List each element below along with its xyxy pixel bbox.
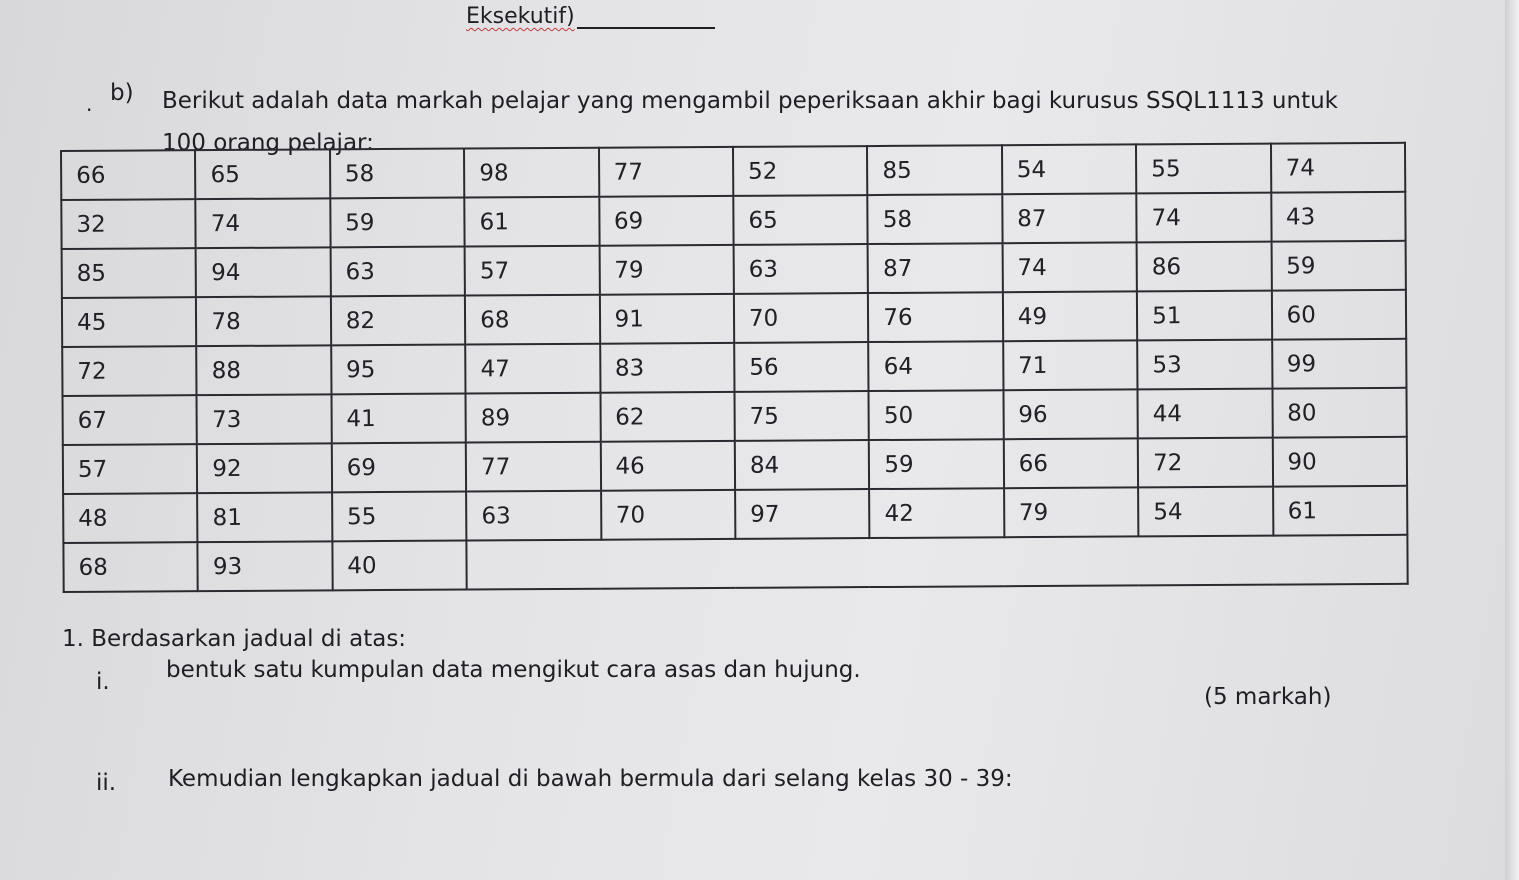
table-cell: 87 [868, 243, 1003, 293]
table-cell: 70 [734, 293, 869, 343]
table-cell: 61 [1273, 486, 1408, 536]
instruction-ii-text: Kemudian lengkapkan jadual di bawah bermula dari selang kelas 30 - 39: [168, 766, 1013, 792]
table-cell: 64 [869, 341, 1004, 391]
table-cell: 93 [198, 541, 333, 591]
table-cell: 94 [196, 247, 331, 297]
table-cell: 56 [734, 342, 869, 392]
table-row [63, 388, 1407, 445]
instruction-ii-number: ii. [96, 770, 117, 796]
table-cell: 49 [1003, 291, 1138, 341]
table-cell: 63 [466, 491, 601, 541]
table-cell: 52 [733, 146, 868, 196]
table-cell: 63 [734, 244, 869, 294]
table-cell: 63 [330, 247, 465, 297]
table-cell: 54 [1002, 144, 1137, 194]
table-cell: 84 [735, 440, 870, 490]
table-cell: 92 [197, 443, 332, 493]
table-cell: 68 [63, 542, 198, 592]
table-cell: 51 [1137, 291, 1272, 341]
table-cell: 48 [63, 493, 198, 543]
table-cell: 70 [601, 490, 736, 540]
table-cell: 57 [465, 246, 600, 296]
question-label: b) [110, 80, 134, 106]
table-row [62, 290, 1406, 347]
table-cell: 42 [869, 488, 1004, 538]
table-cell: 89 [466, 393, 601, 443]
table-cell: 83 [600, 343, 735, 393]
table-cell: 69 [332, 443, 467, 493]
page-heading [466, 4, 715, 29]
marks-table-body [61, 143, 1408, 592]
table-cell: 86 [1137, 242, 1272, 292]
table-cell: 98 [464, 148, 599, 198]
table-cell: 76 [868, 292, 1003, 342]
table-cell: 97 [735, 489, 870, 539]
table-cell: 47 [465, 344, 600, 394]
table-cell: 65 [195, 149, 330, 199]
heading-text: Eksekutif) [466, 4, 575, 29]
table-cell: 54 [1138, 487, 1273, 537]
table-cell: 99 [1272, 339, 1407, 389]
table-cell: 59 [1271, 241, 1406, 291]
table-cell: 32 [61, 199, 196, 249]
table-row [63, 486, 1407, 543]
table-row [62, 339, 1406, 396]
table-cell: 55 [1136, 144, 1271, 194]
table-cell: 45 [62, 297, 197, 347]
table-cell: 40 [332, 541, 467, 591]
table-cell: 72 [1138, 438, 1273, 488]
table-cell: 87 [1002, 193, 1137, 243]
table-cell: 41 [331, 394, 466, 444]
table-cell: 61 [464, 197, 599, 247]
table-cell: 81 [197, 492, 332, 542]
table-cell: 72 [62, 346, 197, 396]
table-cell: 66 [61, 150, 196, 200]
table-cell: 62 [600, 392, 735, 442]
table-cell: 46 [600, 441, 735, 491]
table-cell: 68 [465, 295, 600, 345]
table-cell: 74 [1270, 143, 1405, 193]
table-cell: 69 [599, 196, 734, 246]
table-empty-cell [467, 535, 1408, 590]
instruction-1: 1. Berdasarkan jadual di atas: [62, 626, 407, 652]
marks-allocation: (5 markah) [1204, 684, 1332, 710]
table-cell: 91 [599, 294, 734, 344]
table-cell: 80 [1272, 388, 1407, 438]
table-row [62, 241, 1406, 298]
table-cell: 95 [331, 345, 466, 395]
instruction-i-text: bentuk satu kumpulan data mengikut cara asas dan hujung. [166, 657, 861, 683]
table-cell: 67 [63, 395, 198, 445]
table-cell: 73 [197, 394, 332, 444]
table-cell: 59 [869, 439, 1004, 489]
table-cell: 96 [1003, 389, 1138, 439]
table-cell: 74 [196, 198, 331, 248]
table-cell: 43 [1271, 192, 1406, 242]
table-cell: 58 [330, 149, 465, 199]
table-cell: 77 [599, 147, 734, 197]
table-cell: 44 [1138, 389, 1273, 439]
table-cell: 66 [1004, 438, 1139, 488]
page-edge [1505, 0, 1519, 880]
table-cell: 59 [330, 198, 465, 248]
table-cell: 74 [1002, 242, 1137, 292]
table-row [61, 192, 1405, 249]
table-cell: 71 [1003, 340, 1138, 390]
table-cell: 58 [868, 194, 1003, 244]
table-cell: 50 [869, 390, 1004, 440]
table-cell: 75 [734, 391, 869, 441]
table-cell: 65 [733, 195, 868, 245]
table-cell: 79 [599, 245, 734, 295]
table-cell: 78 [196, 296, 331, 346]
table-row [61, 143, 1405, 200]
table-cell: 85 [62, 248, 197, 298]
table-row [63, 437, 1407, 494]
table-cell: 90 [1272, 437, 1407, 487]
table-cell: 77 [466, 442, 601, 492]
table-cell: 85 [867, 145, 1002, 195]
table-cell: 57 [63, 444, 198, 494]
table-cell: 88 [197, 345, 332, 395]
table-cell: 60 [1271, 290, 1406, 340]
table-cell: 82 [331, 296, 466, 346]
question-text: Berikut adalah data markah pelajar yang mengambil peperiksaan akhir bagi kurusus SSQL1113 untuk 100 orang pelajar: [162, 88, 1338, 156]
heading-blank-line [577, 27, 715, 29]
table-row [63, 535, 1407, 592]
bullet-dot: . [86, 92, 93, 116]
instruction-i-number: i. [96, 669, 110, 695]
marks-table [60, 142, 1409, 593]
table-cell: 79 [1004, 487, 1139, 537]
table-cell: 74 [1136, 193, 1271, 243]
table-cell: 53 [1137, 340, 1272, 390]
table-cell: 55 [332, 492, 467, 542]
